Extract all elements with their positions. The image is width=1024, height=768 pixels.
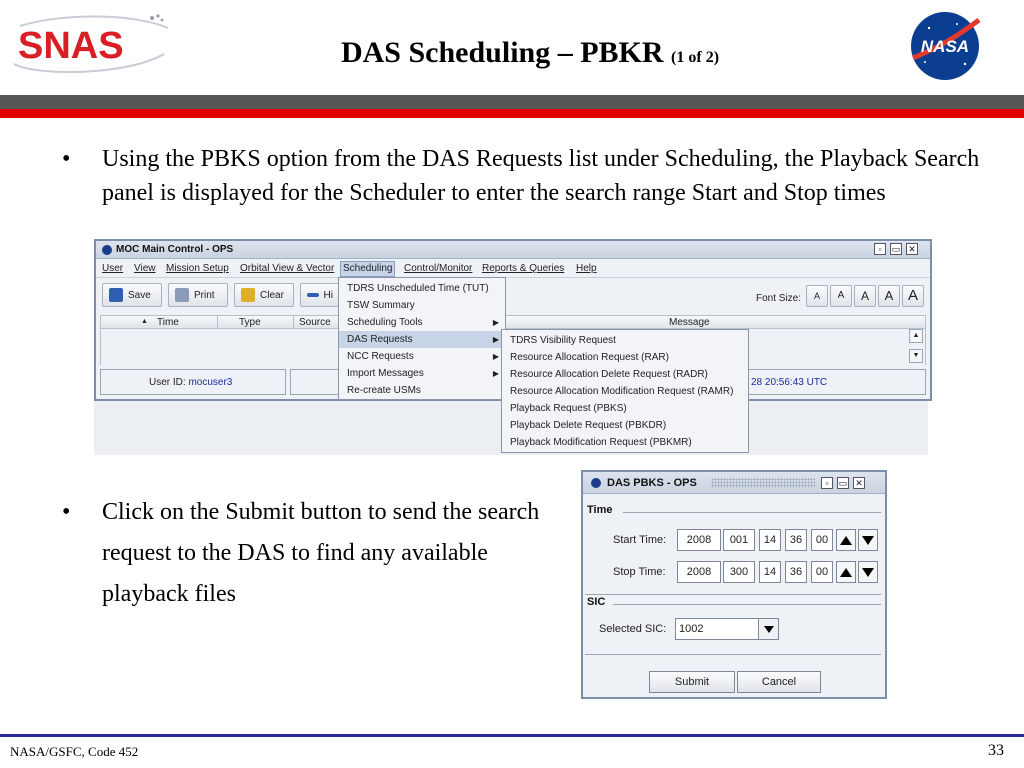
submenu-arrow-icon: ▶ [492, 318, 499, 327]
minimize-icon[interactable]: ▫ [874, 243, 886, 255]
status-cell-2 [290, 369, 340, 395]
menu-item-scheduling-tools-label: Scheduling Tools [347, 317, 423, 328]
scheduling-menu [338, 277, 506, 400]
scroll-up-icon[interactable]: ▲ [909, 329, 923, 343]
page-number: 33 [988, 742, 1004, 759]
footer-organization: NASA/GSFC, Code 452 [10, 744, 139, 759]
menu-control-monitor[interactable]: Control/Monitor [404, 263, 473, 274]
stop-hour-field[interactable]: 14 [759, 561, 781, 583]
cancel-button[interactable]: Cancel [737, 671, 821, 693]
minimize-icon[interactable]: ▫ [821, 477, 833, 489]
app-icon [591, 478, 601, 488]
menu-item-ncc-requests-label: NCC Requests [347, 351, 414, 362]
font-size-button-3[interactable]: A [854, 285, 876, 307]
sic-select-value: 1002 [679, 623, 704, 635]
menu-item-das-requests[interactable] [339, 331, 505, 348]
font-size-button-1[interactable]: A [806, 285, 828, 307]
time-section-divider [623, 512, 881, 513]
utc-time-value: 28 20:56:43 UTC [751, 377, 828, 388]
stop-time-label: Stop Time: [613, 566, 666, 578]
menu-mission-setup[interactable]: Mission Setup [166, 263, 229, 274]
time-section-bottom-divider [585, 594, 881, 595]
column-time[interactable]: Time [157, 317, 179, 328]
menu-item-tsw-summary[interactable]: TSW Summary [347, 300, 415, 311]
menu-item-tdrs-visibility[interactable]: TDRS Visibility Request [510, 335, 616, 346]
hi-button[interactable] [300, 283, 340, 307]
menu-item-scheduling-tools[interactable] [339, 314, 505, 331]
close-icon[interactable]: ✕ [853, 477, 865, 489]
stop-minute-field[interactable]: 36 [785, 561, 807, 583]
pbks-title-bar [583, 472, 885, 494]
menu-reports-queries[interactable]: Reports & Queries [482, 263, 565, 274]
maximize-icon[interactable]: ▭ [838, 478, 848, 488]
sort-up-icon[interactable]: ▲ [141, 318, 148, 325]
menu-scheduling[interactable]: Scheduling [340, 261, 395, 277]
menu-item-pbks[interactable]: Playback Request (PBKS) [510, 403, 627, 414]
minus-icon [307, 293, 319, 297]
column-type[interactable]: Type [239, 317, 261, 328]
start-second-field[interactable]: 00 [811, 529, 833, 551]
broom-icon [241, 288, 255, 302]
save-label: Save [128, 289, 151, 301]
header-bar-gray [0, 95, 1024, 109]
menu-item-das-requests-label: DAS Requests [347, 334, 413, 345]
menu-item-import-messages[interactable] [339, 365, 505, 382]
start-time-label: Start Time: [613, 534, 667, 546]
title-grip [711, 478, 815, 488]
menu-item-pbkdr[interactable]: Playback Delete Request (PBKDR) [510, 420, 667, 431]
nasa-logo [907, 8, 983, 84]
hi-label: Hi [323, 289, 333, 301]
submenu-arrow-icon: ▶ [492, 352, 499, 361]
submenu-arrow-icon: ▶ [492, 335, 499, 344]
bullet-2-marker: • [62, 499, 71, 525]
bullet-1-marker: • [62, 146, 71, 172]
sic-section-bottom-divider [585, 654, 881, 655]
app-icon [102, 245, 112, 255]
save-icon [109, 288, 123, 302]
menu-item-recreate-usms[interactable]: Re-create USMs [347, 385, 421, 396]
moc-window-title: MOC Main Control - OPS [116, 244, 234, 255]
das-requests-submenu [501, 329, 749, 453]
footer-divider [0, 734, 1024, 737]
chevron-down-icon[interactable] [758, 619, 778, 639]
font-size-button-2[interactable]: A [830, 285, 852, 307]
column-message[interactable]: Message [669, 317, 710, 328]
toolbar [96, 279, 930, 311]
snas-logo-text: SNAS [18, 25, 124, 67]
time-status [740, 369, 926, 395]
menu-orbital-view[interactable]: Orbital View & Vector [240, 263, 335, 274]
menu-item-ncc-requests[interactable] [339, 348, 505, 365]
arrow-up-icon [840, 536, 852, 545]
arrow-down-icon [862, 536, 874, 545]
slide-title-text: DAS Scheduling – PBKR [340, 36, 664, 69]
sic-section-label: SIC [587, 596, 606, 608]
column-source[interactable]: Source [299, 317, 331, 328]
start-increment-button[interactable] [836, 529, 856, 551]
user-id-status [100, 369, 286, 395]
bullet-1-text: Using the PBKS option from the DAS Requests list under Scheduling, the Playback Search panel is displayed for the Scheduler to enter the search range Start and Stop times [102, 146, 980, 206]
menu-item-radr[interactable]: Resource Allocation Delete Request (RADR) [510, 369, 708, 380]
menu-item-tut[interactable]: TDRS Unscheduled Time (TUT) [347, 283, 489, 294]
font-size-button-4[interactable]: A [878, 285, 900, 307]
menu-help[interactable]: Help [576, 263, 597, 274]
message-table-header [100, 315, 926, 329]
das-pbks-window [581, 470, 887, 699]
menu-view[interactable]: View [134, 263, 156, 274]
menu-item-pbkmr[interactable]: Playback Modification Request (PBKMR) [510, 437, 692, 448]
print-label: Print [194, 289, 215, 301]
submenu-arrow-icon: ▶ [492, 369, 499, 378]
header-bar-red [0, 109, 1024, 118]
font-size-button-5[interactable]: A [902, 285, 924, 307]
stop-year-field[interactable]: 2008 [677, 561, 721, 583]
user-id-label: User ID: [149, 377, 186, 388]
start-hour-field[interactable]: 14 [759, 529, 781, 551]
font-size-label: Font Size: [756, 293, 802, 304]
time-section-label: Time [587, 504, 613, 516]
close-icon[interactable]: ✕ [906, 243, 918, 255]
pbks-window-title: DAS PBKS - OPS [607, 477, 697, 489]
selected-sic-label: Selected SIC: [599, 623, 667, 635]
save-button[interactable] [102, 283, 162, 307]
stop-increment-button[interactable] [836, 561, 856, 583]
user-id-value: mocuser3 [188, 377, 233, 388]
slide-title [270, 36, 790, 70]
start-decrement-button[interactable] [858, 529, 878, 551]
start-year-field[interactable]: 2008 [677, 529, 721, 551]
stop-second-field[interactable]: 00 [811, 561, 833, 583]
arrow-down-icon [862, 568, 874, 577]
snas-logo [6, 12, 172, 78]
start-minute-field[interactable]: 36 [785, 529, 807, 551]
clear-label: Clear [260, 289, 284, 301]
nasa-logo-text: NASA [920, 37, 970, 56]
menu-bar [96, 260, 930, 278]
menu-user[interactable]: User [102, 263, 124, 274]
bullet-2-text: Click on the Submit button to send the search request to the DAS to find any available playback files [102, 499, 540, 607]
print-button[interactable] [168, 283, 228, 307]
maximize-icon[interactable]: ▭ [891, 244, 901, 254]
submit-button[interactable]: Submit [649, 671, 735, 693]
menu-item-import-messages-label: Import Messages [347, 368, 424, 379]
moc-title-bar [96, 241, 930, 259]
sic-section-divider [613, 604, 881, 605]
stop-decrement-button[interactable] [858, 561, 878, 583]
menu-item-rar[interactable]: Resource Allocation Request (RAR) [510, 352, 669, 363]
sic-select[interactable] [675, 618, 779, 640]
scroll-down-icon[interactable]: ▼ [909, 349, 923, 363]
slide-title-page: (1 of 2) [671, 49, 720, 66]
arrow-up-icon [840, 568, 852, 577]
print-icon [175, 288, 189, 302]
menu-item-ramr[interactable]: Resource Allocation Modification Request (RAMR) [510, 386, 734, 397]
clear-button[interactable] [234, 283, 294, 307]
stop-day-field[interactable]: 300 [723, 561, 755, 583]
start-day-field[interactable]: 001 [723, 529, 755, 551]
